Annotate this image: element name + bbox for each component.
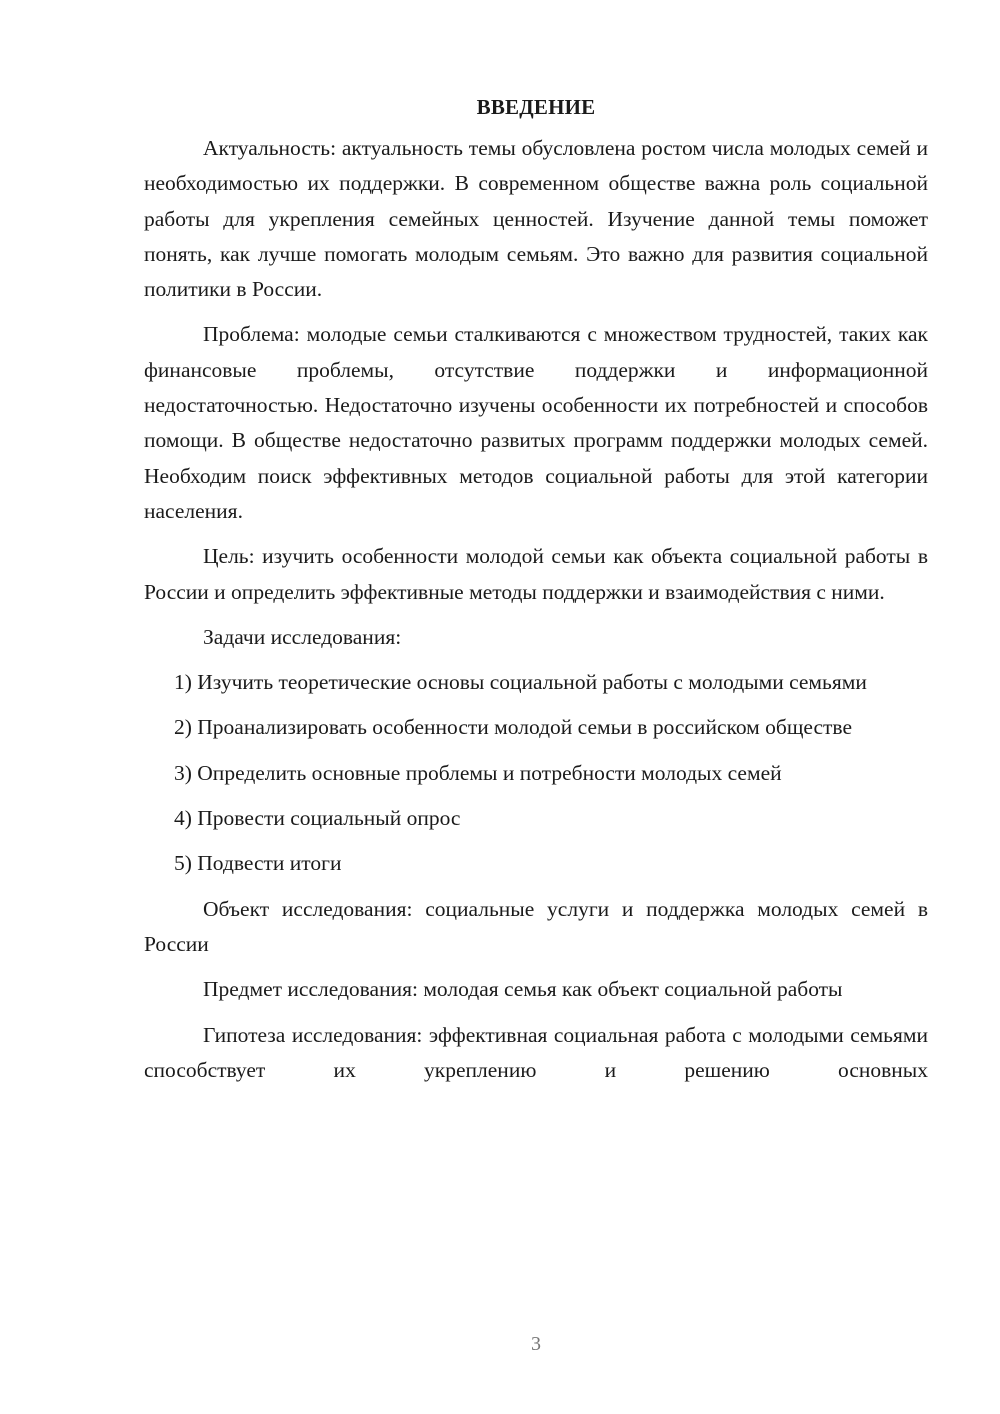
task-item-4: 4) Провести социальный опрос <box>174 806 461 831</box>
page-number: 3 <box>531 1333 541 1355</box>
task-item-2: 2) Проанализировать особенности молодой семьи в российском обществе <box>174 715 852 740</box>
hypothesis-paragraph: Гипотеза исследования: эффективная социальная работа с молодыми семьями способствует их укреплению и решению основных <box>144 1022 928 1082</box>
tasks-list <box>144 665 928 881</box>
goal-paragraph: Цель: изучить особенности молодой семьи как объекта социальной работы в России и определить эффективные методы поддержки и взаимодействия с ними. <box>144 544 928 604</box>
section-heading: ВВЕДЕНИЕ <box>476 95 596 119</box>
document-page <box>144 90 928 1088</box>
tasks-heading: Задачи исследования: <box>203 624 402 649</box>
task-item-3: 3) Определить основные проблемы и потребности молодых семей <box>174 760 782 785</box>
subject-paragraph: Предмет исследования: молодая семья как объект социальной работы <box>203 977 843 1002</box>
problem-paragraph: Проблема: молодые семьи сталкиваются с множеством трудностей, таких как финансовые проблемы, отсутствие поддержки и информационной недостаточностью. Недостаточно изучены особенности их потребностей и способов помощи. В обществе недостаточно развитых программ поддержки молодых семей. Необходим поиск эффективных методов социальной работы для этой категории населения. <box>144 322 928 523</box>
task-item-5: 5) Подвести итоги <box>174 851 342 876</box>
task-item-1: 1) Изучить теоретические основы социальной работы с молодыми семьями <box>174 670 867 695</box>
relevance-paragraph: Актуальность: актуальность темы обусловлена ростом числа молодых семей и необходимостью их поддержки. В современном обществе важна роль социальной работы для укрепления семейных ценностей. Изучение данной темы поможет понять, как лучше помогать молодым семьям. Это важно для развития социальной политики в России. <box>144 136 928 302</box>
object-paragraph: Объект исследования: социальные услуги и поддержка молодых семей в России <box>144 896 928 956</box>
